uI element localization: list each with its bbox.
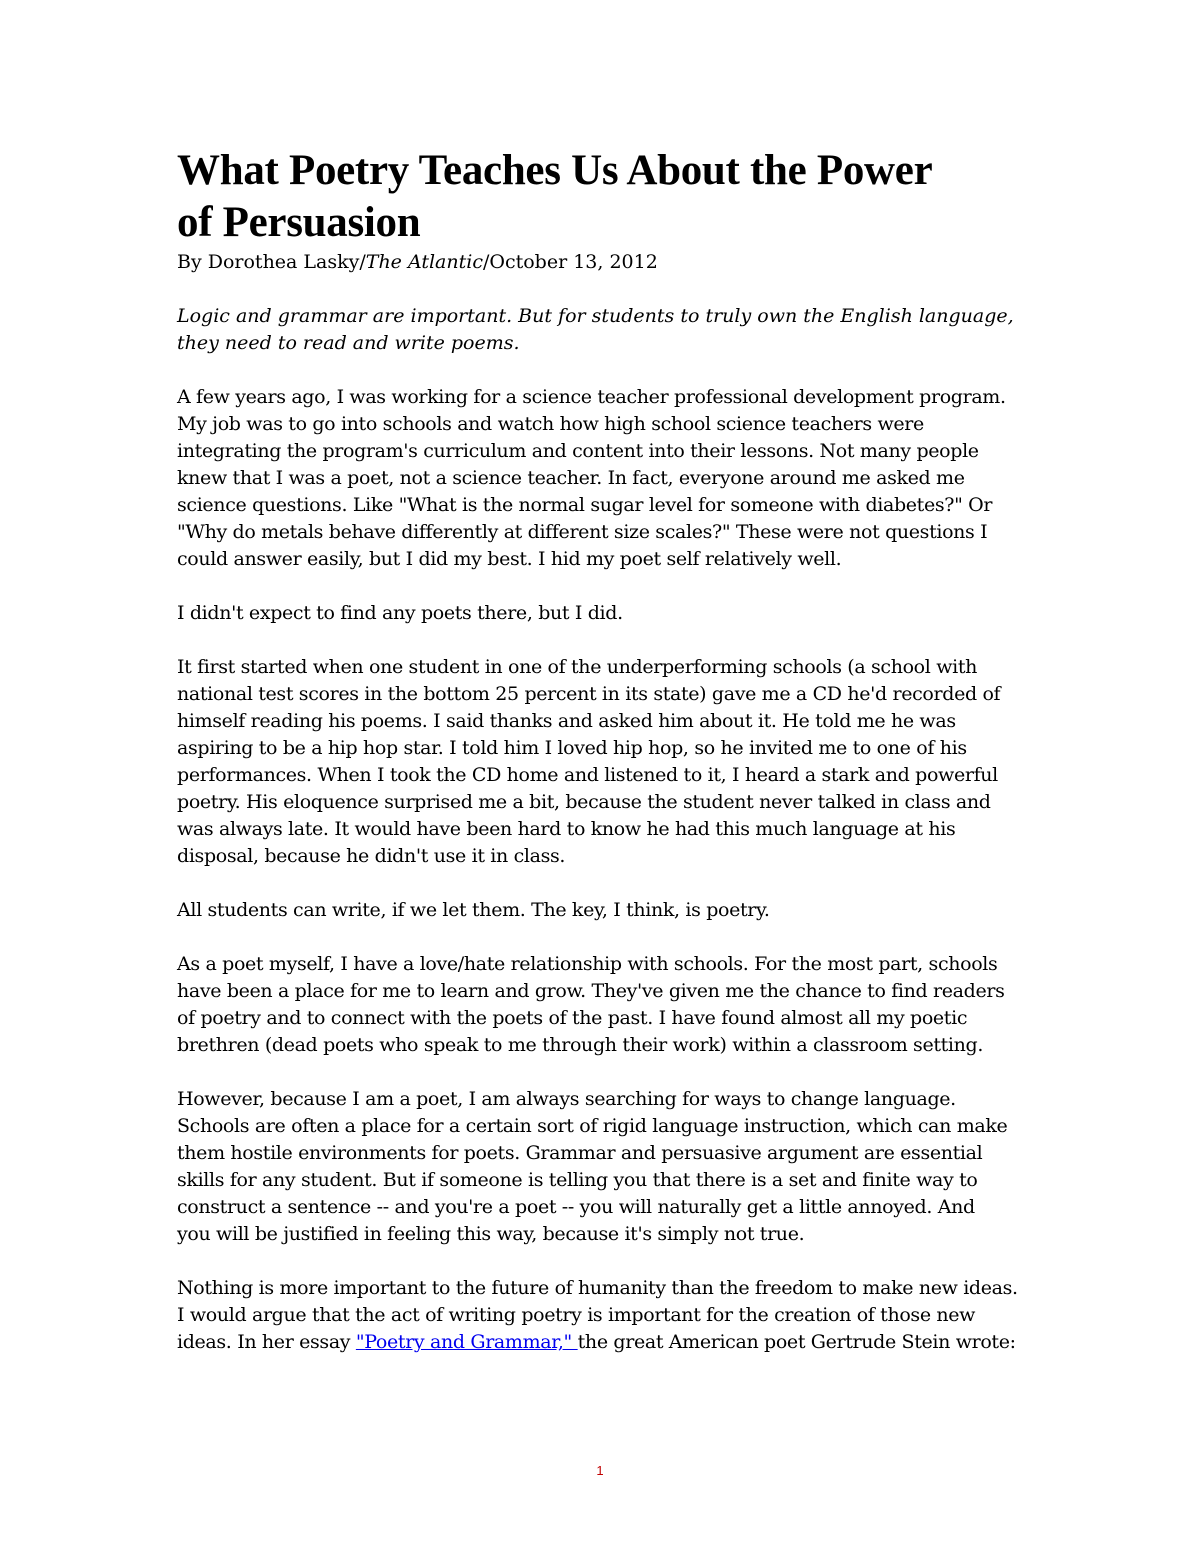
page-number: 1 [596, 1463, 604, 1478]
paragraph-line: All students can write, if we let them. The key, I think, is poetry. [177, 899, 770, 921]
paragraph-line: poetry. His eloquence surprised me a bit, because the student never talked in class and [177, 791, 991, 813]
paragraph-line: could answer easily, but I did my best. I hid my poet self relatively well. [177, 548, 842, 570]
byline-author: By Dorothea Lasky/ [177, 251, 366, 273]
paragraph-line: aspiring to be a hip hop star. I told him I loved hip hop, so he invited me to one of his [177, 737, 967, 759]
paragraph-line: I would argue that the act of writing poetry is important for the creation of those new [177, 1304, 976, 1326]
article-paragraph [177, 1086, 1037, 1248]
paragraph-line: you will be justified in feeling this way, because it's simply not true. [177, 1223, 805, 1245]
paragraph-line: national test scores in the bottom 25 percent in its state) gave me a CD he'd recorded of [177, 683, 1001, 705]
article-deck [177, 303, 1037, 357]
article-paragraph [177, 951, 1037, 1059]
paragraph-line: I didn't expect to find any poets there, but I did. [177, 602, 623, 624]
article-paragraph-last [177, 1275, 1037, 1356]
article-paragraph [177, 897, 1037, 924]
paragraph-line: performances. When I took the CD home and listened to it, I heard a stark and powerful [177, 764, 998, 786]
paragraph-line: My job was to go into schools and watch how high school science teachers were [177, 413, 924, 435]
paragraph-line: have been a place for me to learn and grow. They've given me the chance to find readers [177, 980, 1005, 1002]
poetry-and-grammar-link[interactable]: "Poetry and Grammar," [355, 1331, 578, 1353]
paragraph-line: himself reading his poems. I said thanks and asked him about it. He told me he was [177, 710, 956, 732]
paragraph-line: Schools are often a place for a certain sort of rigid language instruction, which can make [177, 1115, 1008, 1137]
article-paragraph [177, 654, 1037, 870]
article-title-line-1: What Poetry Teaches Us About the Power [177, 147, 933, 194]
paragraph-line: them hostile environments for poets. Grammar and persuasive argument are essential [177, 1142, 983, 1164]
paragraph-line: science questions. Like "What is the normal sugar level for someone with diabetes?" Or [177, 494, 993, 516]
paragraph-line: construct a sentence -- and you're a poet -- you will naturally get a little annoyed. And [177, 1196, 975, 1218]
article-paragraph [177, 384, 1037, 573]
paragraph-line: was always late. It would have been hard to know he had this much language at his [177, 818, 956, 840]
article-body [177, 384, 1037, 1248]
article-title [177, 145, 1037, 249]
byline-separator: / [482, 251, 490, 273]
paragraph-line: It first started when one student in one of the underperforming schools (a school with [177, 656, 978, 678]
paragraph-line: brethren (dead poets who speak to me through their work) within a classroom setting. [177, 1034, 984, 1056]
paragraph-line: A few years ago, I was working for a science teacher professional development program. [177, 386, 1006, 408]
paragraph-line: Nothing is more important to the future of humanity than the freedom to make new ideas. [177, 1277, 1018, 1299]
paragraph-line: skills for any student. But if someone is telling you that there is a set and finite way to [177, 1169, 978, 1191]
paragraph-line: the great American poet Gertrude Stein wrote: [577, 1331, 1016, 1353]
paragraph-line: disposal, because he didn't use it in class. [177, 845, 566, 867]
article-title-line-2: of Persuasion [177, 199, 421, 246]
paragraph-line: integrating the program's curriculum and content into their lessons. Not many people [177, 440, 979, 462]
byline-publication: The Atlantic [365, 251, 483, 273]
paragraph-line: of poetry and to connect with the poets of the past. I have found almost all my poetic [177, 1007, 968, 1029]
paragraph-line: However, because I am a poet, I am always searching for ways to change language. [177, 1088, 956, 1110]
paragraph-line: "Why do metals behave differently at different size scales?" These were not questions I [177, 521, 988, 543]
byline [177, 249, 1037, 276]
deck-line-1: Logic and grammar are important. But for students to truly own the English language, [177, 305, 1014, 327]
paragraph-line: knew that I was a poet, not a science teacher. In fact, everyone around me asked me [177, 467, 965, 489]
article-paragraph [177, 600, 1037, 627]
deck-line-2: they need to read and write poems. [177, 332, 520, 354]
paragraph-line: ideas. In her essay [177, 1331, 356, 1353]
paragraph-line: As a poet myself, I have a love/hate relationship with schools. For the most part, schools [177, 953, 998, 975]
byline-date: October 13, 2012 [489, 251, 658, 273]
document-page [177, 145, 1037, 1383]
